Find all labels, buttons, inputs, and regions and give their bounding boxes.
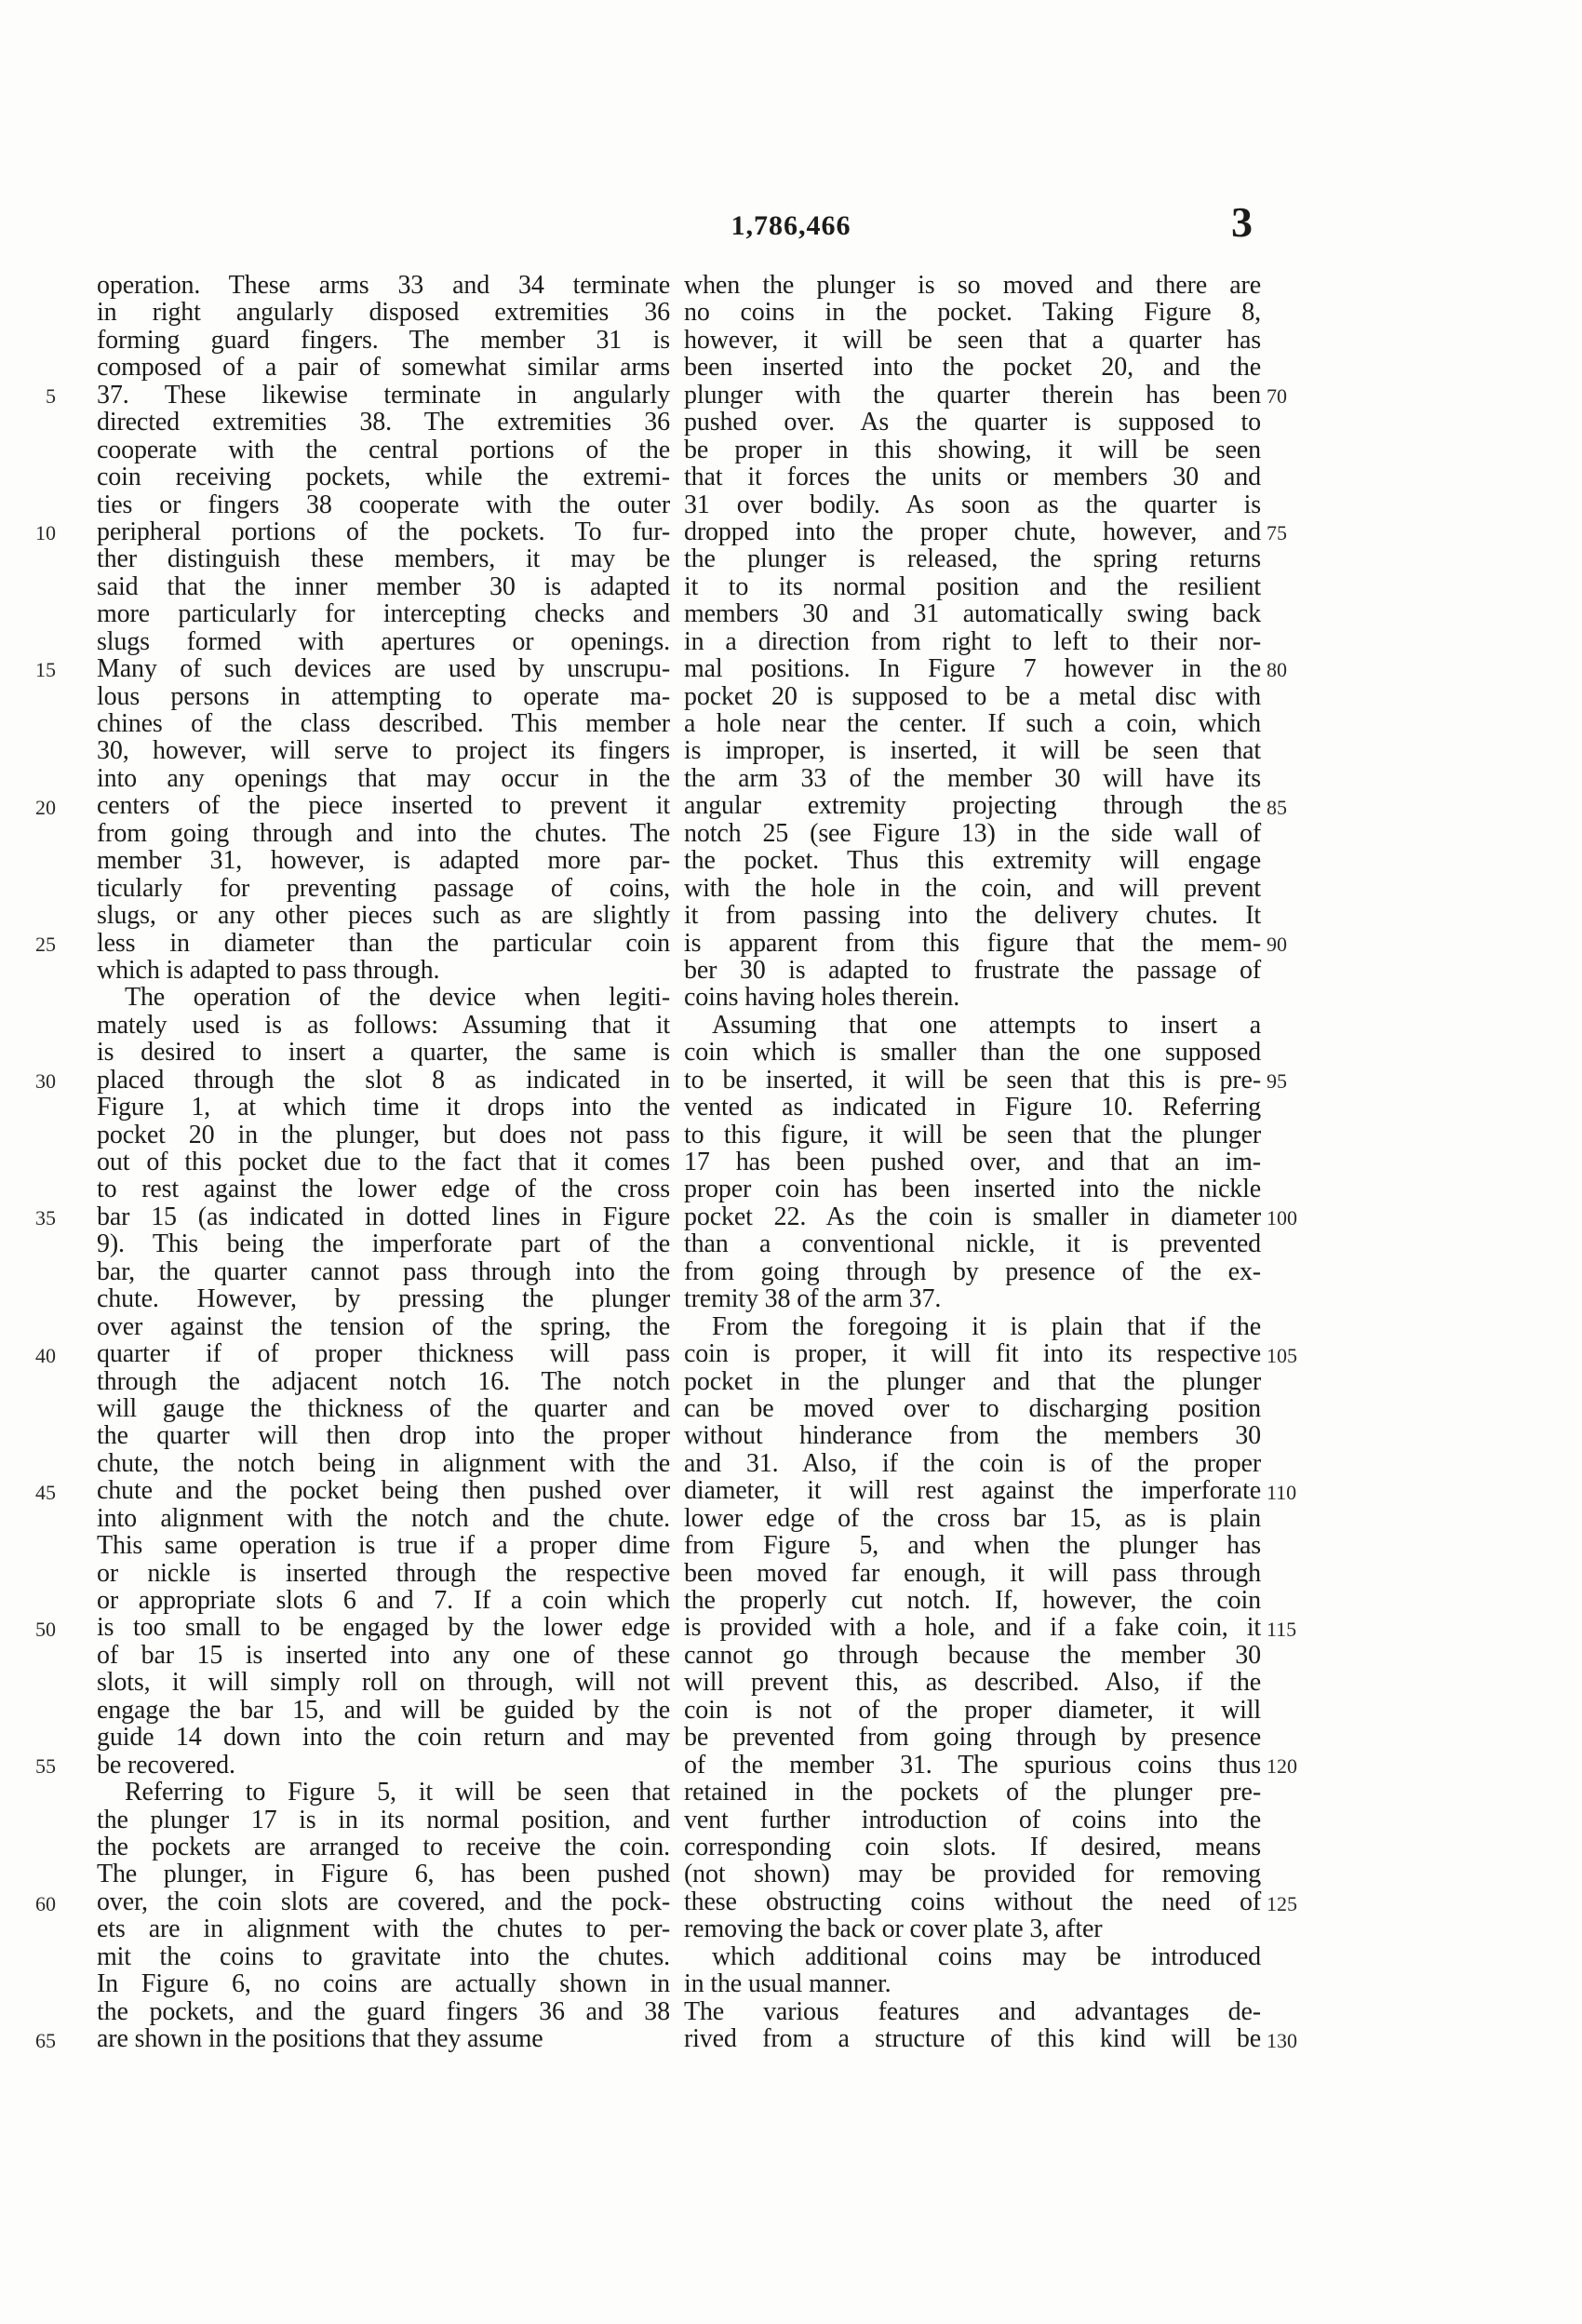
left-text-line: engage the bar 15, and will be guided by the bbox=[97, 1695, 670, 1725]
right-text-line: plunger with the quarter therein has been bbox=[684, 380, 1261, 410]
right-text-line: notch 25 (see Figure 13) in the side wall of bbox=[684, 818, 1261, 848]
left-line-number: 25 bbox=[35, 932, 56, 956]
right-text-line: these obstructing coins without the need of bbox=[684, 1887, 1261, 1916]
left-text-line: chute, the notch being in alignment with the bbox=[97, 1448, 670, 1478]
left-text-line: centers of the piece inserted to prevent it bbox=[97, 791, 670, 821]
left-text-line: The plunger, in Figure 6, has been pushed bbox=[97, 1860, 670, 1889]
right-text-column bbox=[684, 272, 1261, 2052]
right-text-line: will prevent this, as described. Also, if the bbox=[684, 1668, 1261, 1698]
right-text-line: (not shown) may be provided for removing bbox=[684, 1860, 1261, 1889]
right-text-line: removing the back or cover plate 3, after bbox=[684, 1914, 1103, 1944]
left-text-line: chute. However, by pressing the plunger bbox=[97, 1284, 670, 1314]
left-text-line: forming guard fingers. The member 31 is bbox=[97, 325, 670, 355]
left-text-line: chines of the class described. This member bbox=[97, 709, 670, 738]
right-text-line: the plunger is released, the spring returns bbox=[684, 544, 1261, 574]
left-text-line: pocket 20 in the plunger, but does not pass bbox=[97, 1120, 670, 1149]
right-text-line: coin is proper, it will fit into its respective bbox=[684, 1339, 1261, 1369]
left-text-line: or nickle is inserted through the respective bbox=[97, 1558, 670, 1588]
left-text-line: ties or fingers 38 cooperate with the outer bbox=[97, 490, 670, 519]
left-text-line: member 31, however, is adapted more par- bbox=[97, 846, 670, 876]
left-line-number: 10 bbox=[35, 521, 56, 545]
right-text-line: coins having holes therein. bbox=[684, 983, 960, 1013]
right-text-line: The various features and advantages de- bbox=[684, 1996, 1261, 2026]
left-text-line: ticularly for preventing passage of coins, bbox=[97, 873, 670, 903]
left-text-line: composed of a pair of somewhat similar arms bbox=[97, 353, 670, 383]
left-text-line: are shown in the positions that they assume bbox=[97, 2024, 543, 2053]
left-text-line: cooperate with the central portions of the bbox=[97, 435, 670, 464]
right-line-number: 85 bbox=[1267, 795, 1287, 819]
right-text-line: pocket 22. As the coin is smaller in diameter bbox=[684, 1202, 1261, 1231]
left-text-line: is too small to be engaged by the lower edge bbox=[97, 1613, 670, 1643]
left-text-line: will gauge the thickness of the quarter and bbox=[97, 1393, 670, 1423]
left-text-line: The operation of the device when legiti- bbox=[125, 983, 670, 1013]
right-text-line: dropped into the proper chute, however, and bbox=[684, 517, 1261, 546]
left-line-number: 30 bbox=[35, 1069, 56, 1094]
left-text-line: the pockets are arranged to receive the coin. bbox=[97, 1832, 670, 1861]
left-text-line: placed through the slot 8 as indicated in bbox=[97, 1065, 670, 1095]
right-text-line: members 30 and 31 automatically swing back bbox=[684, 599, 1261, 629]
right-line-number: 110 bbox=[1267, 1480, 1297, 1504]
left-text-line: into alignment with the notch and the chute. bbox=[97, 1503, 670, 1533]
right-line-number: 95 bbox=[1267, 1069, 1287, 1094]
left-text-line: the pockets, and the guard fingers 36 and 38 bbox=[97, 1996, 670, 2026]
right-text-line: that it forces the units or members 30 and bbox=[684, 463, 1261, 492]
right-text-line: and 31. Also, if the coin is of the proper bbox=[684, 1448, 1261, 1478]
left-text-line: bar 15 (as indicated in dotted lines in Figure bbox=[97, 1202, 670, 1231]
left-line-number: 35 bbox=[35, 1206, 56, 1230]
right-line-number: 75 bbox=[1267, 521, 1287, 545]
left-text-line: directed extremities 38. The extremities 36 bbox=[97, 408, 670, 437]
left-text-line: slots, it will simply roll on through, will not bbox=[97, 1668, 670, 1698]
left-text-line: mit the coins to gravitate into the chutes. bbox=[97, 1941, 670, 1971]
left-text-line: of bar 15 is inserted into any one of these bbox=[97, 1640, 670, 1670]
right-text-line: from going through by presence of the ex- bbox=[684, 1256, 1261, 1286]
left-text-line: from going through and into the chutes. The bbox=[97, 818, 670, 848]
left-line-number: 60 bbox=[35, 1891, 56, 1915]
left-text-column bbox=[97, 272, 670, 2052]
right-text-line: be prevented from going through by presence bbox=[684, 1723, 1261, 1753]
left-text-line: which is adapted to pass through. bbox=[97, 955, 440, 985]
right-text-line: ber 30 is adapted to frustrate the passage of bbox=[684, 955, 1261, 985]
left-text-line: into any openings that may occur in the bbox=[97, 763, 670, 793]
right-text-line: been moved far enough, it will pass through bbox=[684, 1558, 1261, 1588]
left-text-line: lous persons in attempting to operate ma- bbox=[97, 681, 670, 711]
right-line-number: 105 bbox=[1267, 1343, 1297, 1367]
left-text-line: mately used is as follows: Assuming that it bbox=[97, 1010, 670, 1040]
left-text-line: or appropriate slots 6 and 7. If a coin which bbox=[97, 1586, 670, 1615]
left-line-number: 5 bbox=[46, 383, 56, 408]
right-text-line: it from passing into the delivery chutes. It bbox=[684, 901, 1261, 931]
right-text-line: 17 has been pushed over, and that an im- bbox=[684, 1148, 1261, 1176]
right-text-line: been inserted into the pocket 20, and the bbox=[684, 353, 1261, 383]
right-line-number: 130 bbox=[1267, 2028, 1297, 2052]
left-text-line: less in diameter than the particular coin bbox=[97, 928, 670, 958]
left-text-line: over, the coin slots are covered, and the pock- bbox=[97, 1887, 670, 1916]
page-number: 3 bbox=[1231, 198, 1253, 246]
right-text-line: from Figure 5, and when the plunger has bbox=[684, 1531, 1261, 1561]
right-text-line: diameter, it will rest against the imperforate bbox=[684, 1476, 1261, 1506]
left-text-line: This same operation is true if a proper dime bbox=[97, 1531, 670, 1561]
right-line-number: 100 bbox=[1267, 1206, 1297, 1230]
left-text-line: quarter if of proper thickness will pass bbox=[97, 1339, 670, 1369]
left-text-line: guide 14 down into the coin return and may bbox=[97, 1723, 670, 1753]
right-text-line: which additional coins may be introduced bbox=[712, 1941, 1261, 1971]
right-text-line: to this figure, it will be seen that the plunger bbox=[684, 1120, 1261, 1149]
left-text-line: In Figure 6, no coins are actually shown in bbox=[97, 1969, 670, 1999]
left-line-number: 55 bbox=[35, 1754, 56, 1779]
left-line-number: 20 bbox=[35, 795, 56, 819]
right-text-line: coin which is smaller than the one supposed bbox=[684, 1038, 1261, 1068]
right-text-line: retained in the pockets of the plunger pre- bbox=[684, 1778, 1261, 1807]
right-text-line: in the usual manner. bbox=[684, 1969, 892, 1999]
left-line-number: 45 bbox=[35, 1480, 56, 1504]
left-text-line: bar, the quarter cannot pass through into the bbox=[97, 1256, 670, 1286]
right-text-line: vent further introduction of coins into the bbox=[684, 1805, 1261, 1834]
right-text-line: 31 over bodily. As soon as the quarter is bbox=[684, 490, 1261, 519]
left-text-line: is desired to insert a quarter, the same is bbox=[97, 1038, 670, 1068]
right-text-line: is provided with a hole, and if a fake coin, it bbox=[684, 1613, 1261, 1643]
right-text-line: pushed over. As the quarter is supposed to bbox=[684, 408, 1261, 437]
left-text-line: slugs, or any other pieces such as are slightly bbox=[97, 901, 670, 931]
left-text-line: the quarter will then drop into the proper bbox=[97, 1421, 670, 1451]
left-text-line: Figure 1, at which time it drops into the bbox=[97, 1093, 670, 1122]
right-line-number: 125 bbox=[1267, 1891, 1297, 1915]
right-text-line: is apparent from this figure that the mem- bbox=[684, 928, 1261, 958]
right-text-line: it to its normal position and the resilient bbox=[684, 571, 1261, 601]
right-text-line: vented as indicated in Figure 10. Referring bbox=[684, 1093, 1261, 1122]
left-line-number: 40 bbox=[35, 1343, 56, 1367]
right-text-line: to be inserted, it will be seen that this is pre- bbox=[684, 1065, 1261, 1095]
left-text-line: peripheral portions of the pockets. To fur- bbox=[97, 517, 670, 546]
right-text-line: no coins in the pocket. Taking Figure 8, bbox=[684, 298, 1261, 328]
right-text-line: pocket 20 is supposed to be a metal disc with bbox=[684, 681, 1261, 711]
left-text-line: out of this pocket due to the fact that it comes bbox=[97, 1148, 670, 1176]
left-text-line: ther distinguish these members, it may be bbox=[97, 544, 670, 574]
right-text-line: however, it will be seen that a quarter has bbox=[684, 325, 1261, 355]
right-text-line: mal positions. In Figure 7 however in the bbox=[684, 654, 1261, 684]
right-text-line: a hole near the center. If such a coin, which bbox=[684, 709, 1261, 738]
right-text-line: pocket in the plunger and that the plunger bbox=[684, 1366, 1261, 1396]
left-text-line: operation. These arms 33 and 34 terminate bbox=[97, 271, 670, 300]
left-text-line: slugs formed with apertures or openings. bbox=[97, 626, 670, 656]
left-text-line: said that the inner member 30 is adapted bbox=[97, 571, 670, 601]
left-text-line: Many of such devices are used by unscrupu- bbox=[97, 654, 670, 684]
right-text-line: angular extremity projecting through the bbox=[684, 791, 1261, 821]
right-text-line: From the foregoing it is plain that if the bbox=[712, 1311, 1261, 1341]
left-text-line: 37. These likewise terminate in angularly bbox=[97, 380, 670, 410]
left-text-line: the plunger 17 is in its normal position, and bbox=[97, 1805, 670, 1834]
right-text-line: with the hole in the coin, and will prevent bbox=[684, 873, 1261, 903]
right-text-line: rived from a structure of this kind will be bbox=[684, 2024, 1261, 2053]
left-text-line: over against the tension of the spring, the bbox=[97, 1311, 670, 1341]
right-text-line: be proper in this showing, it will be seen bbox=[684, 435, 1261, 464]
left-line-number: 65 bbox=[35, 2028, 56, 2052]
right-text-line: the pocket. Thus this extremity will engage bbox=[684, 846, 1261, 876]
right-text-line: than a conventional nickle, it is prevented bbox=[684, 1229, 1261, 1259]
right-text-line: proper coin has been inserted into the nickle bbox=[684, 1175, 1261, 1204]
left-text-line: to rest against the lower edge of the cross bbox=[97, 1175, 670, 1204]
right-text-line: cannot go through because the member 30 bbox=[684, 1640, 1261, 1670]
right-text-line: can be moved over to discharging position bbox=[684, 1393, 1261, 1423]
left-line-number: 15 bbox=[35, 658, 56, 682]
left-line-number: 50 bbox=[35, 1618, 56, 1642]
right-line-number: 120 bbox=[1267, 1754, 1297, 1779]
left-text-line: 9). This being the imperforate part of the bbox=[97, 1229, 670, 1259]
left-text-line: be recovered. bbox=[97, 1750, 235, 1780]
left-text-line: through the adjacent notch 16. The notch bbox=[97, 1366, 670, 1396]
left-text-line: 30, however, will serve to project its fingers bbox=[97, 736, 670, 766]
right-text-line: is improper, is inserted, it will be seen that bbox=[684, 736, 1261, 766]
right-line-number: 70 bbox=[1267, 383, 1287, 408]
right-text-line: Assuming that one attempts to insert a bbox=[712, 1010, 1261, 1040]
left-text-line: Referring to Figure 5, it will be seen that bbox=[125, 1778, 670, 1807]
right-text-line: without hinderance from the members 30 bbox=[684, 1421, 1261, 1451]
right-text-line: corresponding coin slots. If desired, means bbox=[684, 1832, 1261, 1861]
right-text-line: the arm 33 of the member 30 will have its bbox=[684, 763, 1261, 793]
right-line-number: 80 bbox=[1267, 658, 1287, 682]
right-text-line: in a direction from right to left to their nor- bbox=[684, 626, 1261, 656]
right-text-line: lower edge of the cross bar 15, as is plain bbox=[684, 1503, 1261, 1533]
right-text-line: coin is not of the proper diameter, it will bbox=[684, 1695, 1261, 1725]
right-text-line: tremity 38 of the arm 37. bbox=[684, 1284, 942, 1314]
left-text-line: more particularly for intercepting checks and bbox=[97, 599, 670, 629]
left-text-line: chute and the pocket being then pushed over bbox=[97, 1476, 670, 1506]
left-text-line: in right angularly disposed extremities 36 bbox=[97, 298, 670, 328]
right-line-number: 90 bbox=[1267, 932, 1287, 956]
patent-number: 1,786,466 bbox=[731, 210, 851, 241]
left-text-line: ets are in alignment with the chutes to per- bbox=[97, 1914, 670, 1944]
right-text-line: the properly cut notch. If, however, the coin bbox=[684, 1586, 1261, 1615]
right-line-number: 115 bbox=[1267, 1618, 1297, 1642]
left-text-line: coin receiving pockets, while the extremi- bbox=[97, 463, 670, 492]
right-text-line: of the member 31. The spurious coins thus bbox=[684, 1750, 1261, 1780]
right-text-line: when the plunger is so moved and there are bbox=[684, 271, 1261, 300]
